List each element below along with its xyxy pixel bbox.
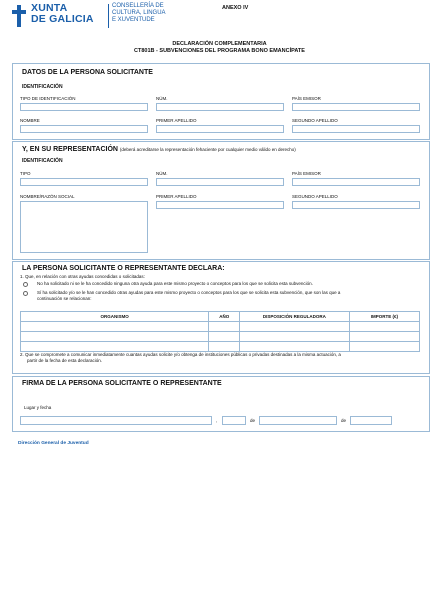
representative-num-label: NÚM. — [156, 171, 168, 176]
table-cell[interactable] — [240, 332, 350, 342]
logo-divider — [108, 4, 109, 28]
place-date-label: Lugar y fecha — [24, 405, 52, 410]
representative-num-field[interactable] — [156, 178, 284, 186]
dept-line-1: CONSELLERÍA DE — [112, 3, 164, 9]
dept-line-3: E XUVENTUDE — [112, 17, 155, 23]
table-cell[interactable] — [21, 322, 209, 332]
column-year: AÑO — [209, 312, 240, 322]
document-subtitle: CT801B - SUBVENCIONES DEL PROGRAMA BONO EMANCÍPATE — [134, 48, 305, 54]
applicant-num-label: NÚM. — [156, 96, 168, 101]
option-other-aid-line-2: continuación se relacionan: — [37, 296, 92, 301]
applicant-surname2-label: SEGUNDO APELLIDO — [292, 118, 338, 123]
declaration-section-title: LA PERSONA SOLICITANTE O REPRESENTANTE DECLARA: — [22, 265, 225, 272]
declaration-item-1: 1. Que, en relación con otras ayudas concedidas o solicitadas: — [20, 274, 145, 279]
table-cell[interactable] — [209, 342, 240, 352]
representative-business-name-label: NOMBRE/RAZÓN SOCIAL — [20, 194, 75, 199]
table-cell[interactable] — [349, 332, 419, 342]
representative-type-field[interactable] — [20, 178, 148, 186]
other-aid-table — [20, 311, 420, 352]
option-other-aid-line-1: Sí ha solicitado y/o se le han concedido otras ayudas para este mismo proyecto o conceptos para los que se solicita esta subvención, que son las que a — [37, 290, 341, 295]
applicant-id-type-field[interactable] — [20, 103, 148, 111]
table-cell[interactable] — [209, 322, 240, 332]
department-name — [112, 3, 166, 24]
annex-label: ANEXO IV — [222, 5, 249, 11]
representative-business-name-field[interactable] — [20, 201, 148, 253]
representative-surname2-field[interactable] — [292, 201, 420, 209]
declaration-item-2-line-2: partir de la fecha de esta declaración. — [27, 358, 103, 363]
table-row — [21, 342, 420, 352]
logo-text — [31, 3, 94, 25]
applicant-surname2-field[interactable] — [292, 125, 420, 133]
applicant-country-field[interactable] — [292, 103, 420, 111]
representative-identification-heading: IDENTIFICACIÓN — [22, 158, 63, 164]
table-header-row — [21, 312, 420, 322]
logo — [12, 3, 172, 31]
document-title: DECLARACIÓN COMPLEMENTARIA — [172, 41, 267, 47]
applicant-num-field[interactable] — [156, 103, 284, 111]
table-row — [21, 332, 420, 342]
applicant-identification-heading: IDENTIFICACIÓN — [22, 84, 63, 90]
table-cell[interactable] — [240, 322, 350, 332]
signature-section-title: FIRMA DE LA PERSONA SOLICITANTE O REPRESENTANTE — [22, 380, 222, 387]
dept-line-2: CULTURA, LINGUA — [112, 10, 166, 16]
option-other-aid-text — [37, 290, 422, 302]
footer-directorate: Dirección General de Juventud — [18, 441, 89, 446]
option-no-aid-radio[interactable] — [23, 282, 28, 287]
table-cell[interactable] — [349, 342, 419, 352]
applicant-name-field[interactable] — [20, 125, 148, 133]
applicant-name-label: NOMBRE — [20, 118, 40, 123]
option-other-aid-radio[interactable] — [23, 291, 28, 296]
applicant-country-label: PAÍS EMISOR — [292, 96, 321, 101]
applicant-section-title: DATOS DE LA PERSONA SOLICITANTE — [22, 69, 153, 76]
applicant-surname1-field[interactable] — [156, 125, 284, 133]
representative-title-text: Y, EN SU REPRESENTACIÓN — [22, 146, 118, 153]
option-no-aid-text: No ha solicitado ni se le ha concedido ninguna otra ayuda para este mismo proyecto o conceptos para los que se solicita esta subvención. — [37, 281, 313, 286]
representative-type-label: TIPO — [20, 171, 31, 176]
table-row — [21, 322, 420, 332]
table-cell[interactable] — [21, 342, 209, 352]
representative-surname1-label: PRIMER APELLIDO — [156, 194, 197, 199]
representative-country-label: PAÍS EMISOR — [292, 171, 321, 176]
table-cell[interactable] — [209, 332, 240, 342]
de-label-2: de — [341, 418, 347, 423]
table-cell[interactable] — [349, 322, 419, 332]
column-amount: IMPORTE (€) — [349, 312, 419, 322]
table-cell[interactable] — [240, 342, 350, 352]
declaration-item-2 — [20, 352, 422, 364]
representative-surname2-label: SEGUNDO APELLIDO — [292, 194, 338, 199]
representative-note: (deberá acreditarse la representación fehaciente por cualquier medio válido en derecho) — [119, 147, 296, 152]
comma-separator: , — [216, 418, 218, 423]
column-regulation: DISPOSICIÓN REGULADORA — [240, 312, 350, 322]
representative-country-field[interactable] — [292, 178, 420, 186]
applicant-surname1-label: PRIMER APELLIDO — [156, 118, 197, 123]
declaration-item-2-line-1: 2. Que se compromete a comunicar inmediatamente cuantas ayudas solicite y/o obtenga de instituciones públicas o privadas destinadas a la misma actuación, a — [20, 352, 341, 357]
month-field[interactable] — [259, 416, 337, 425]
logo-line-1: XUNTA — [31, 2, 68, 14]
year-field[interactable] — [350, 416, 392, 425]
day-field[interactable] — [222, 416, 246, 425]
representative-surname1-field[interactable] — [156, 201, 284, 209]
xunta-cross-icon — [12, 5, 26, 27]
de-label-1: de — [250, 418, 256, 423]
applicant-id-type-label: TIPO DE IDENTIFICACIÓN — [20, 96, 76, 101]
logo-line-2: DE GALICIA — [31, 13, 94, 25]
column-organismo: ORGANISMO — [21, 312, 209, 322]
place-field[interactable] — [20, 416, 212, 425]
table-cell[interactable] — [21, 332, 209, 342]
representative-section-title — [22, 146, 296, 153]
